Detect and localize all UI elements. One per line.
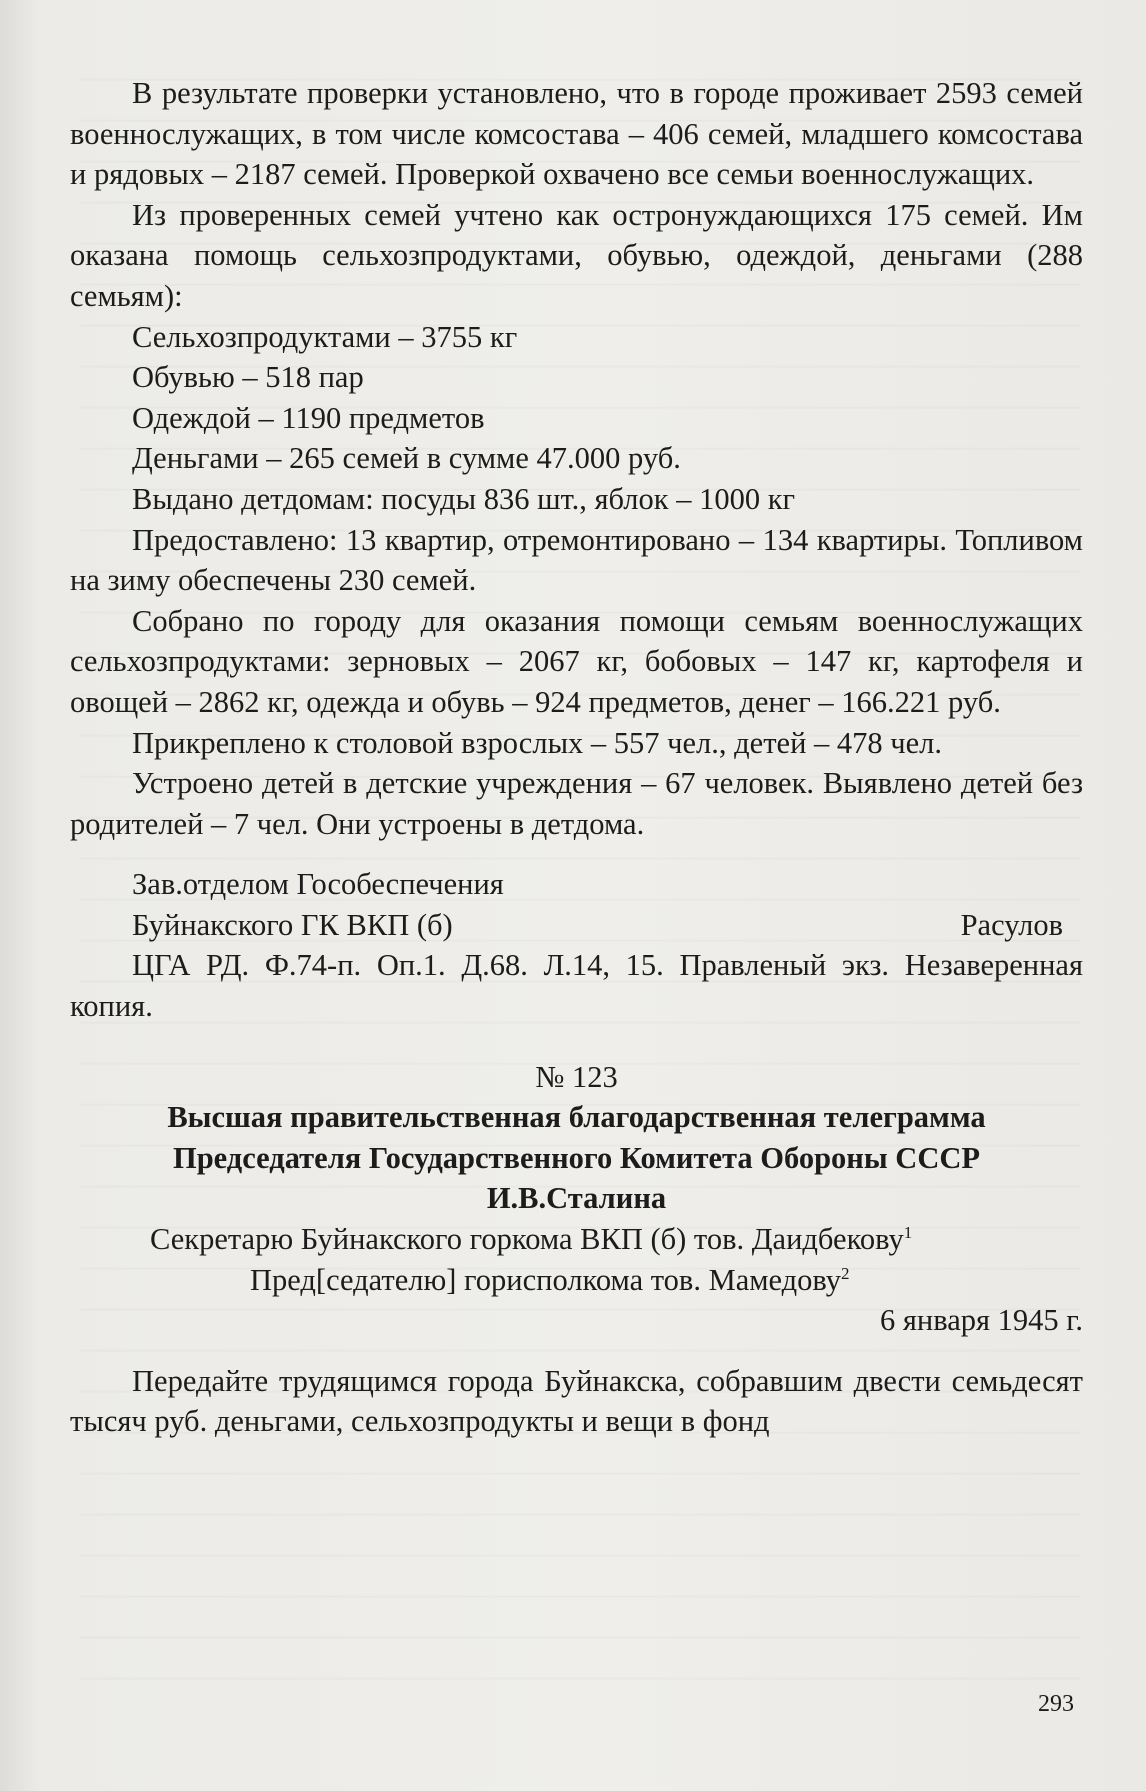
aid-item: Выдано детдомам: посуды 836 шт., яблок – 1000 кг — [132, 481, 796, 516]
footnote-marker: 1 — [903, 1222, 913, 1242]
paragraph-children: Устроено детей в детские учреждения – 67 человек. Выявлено детей без родителей – 7 чел. Они устроены в детдома. — [70, 766, 1083, 841]
archive-reference: ЦГА РД. Ф.74-п. Оп.1. Д.68. Л.14, 15. Правленый экз. Незаверенная копия. — [70, 948, 1083, 1024]
title-line: И.В.Сталина — [486, 1181, 667, 1216]
aid-item: Сельхозпродуктами – 3755 кг — [132, 319, 518, 354]
signature-block — [70, 864, 1083, 945]
footnote-marker: 2 — [841, 1263, 850, 1283]
aid-item: Деньгами – 265 семей в сумме 47.000 руб. — [132, 441, 681, 476]
document-number: № 123 — [535, 1059, 618, 1094]
aid-item: Обувью – 518 пар — [132, 360, 364, 395]
paragraph-needy-families: Из проверенных семей учтено как остронуждающихся 175 семей. Им оказана помощь сельхозпродуктами, обувью, одеждой, деньгами (288 семьям): — [70, 197, 1083, 313]
page-number: 293 — [1038, 1691, 1074, 1717]
document-title — [70, 1097, 1083, 1219]
paragraph-canteen: Прикреплено к столовой взрослых – 557 чел., детей – 478 чел. — [132, 725, 942, 760]
title-line: Высшая правительственная благодарственная телеграмма — [167, 1100, 986, 1135]
addressee-chairman: Пред[седателю] горисполкома тов. Мамедову$^2$ — [250, 1262, 850, 1297]
telegram-date: 6 января 1945 г. — [880, 1303, 1083, 1338]
paragraph-telegram-text: Передайте трудящимся города Буйнакска, собравшим двести семьдесят тысяч руб. деньгами, сельхозпродукты и вещи в фонд — [70, 1363, 1083, 1439]
paragraph-inspection: В результате проверки установлено, что в городе проживает 2593 семей военнослужащих, в том числе комсостава – 406 семей, младшего комсостава и рядовых – 2187 семей. Проверкой охвачено все семьи военнослужащих. — [70, 76, 1083, 192]
addressee-secretary: Секретарю Буйнакского горкома ВКП (б) тов. Даидбекову$^1$ — [150, 1222, 913, 1257]
signature-organization: Буйнакского ГК ВКП (б) — [132, 907, 453, 942]
title-line: Председателя Государственного Комитета Обороны СССР — [172, 1140, 981, 1175]
page-text — [70, 73, 1083, 1442]
signature-position: Зав.отделом Гособеспечения — [132, 867, 504, 902]
paragraph-collection: Собрано по городу для оказания помощи семьям военнослужащих сельхозпродуктами: зерновых – 2067 кг, бобовых – 147 кг, картофеля и овощей – 2862 кг, одежда и обувь – 924 предметов, денег – 166.221 руб. — [70, 603, 1083, 719]
paragraph-housing: Предоставлено: 13 квартир, отремонтировано – 134 квартиры. Топливом на зиму обеспечены 230 семей. — [70, 522, 1083, 598]
aid-item: Одеждой – 1190 предметов — [132, 400, 485, 435]
aid-list — [70, 317, 1083, 520]
signature-name: Расулов — [960, 907, 1063, 942]
